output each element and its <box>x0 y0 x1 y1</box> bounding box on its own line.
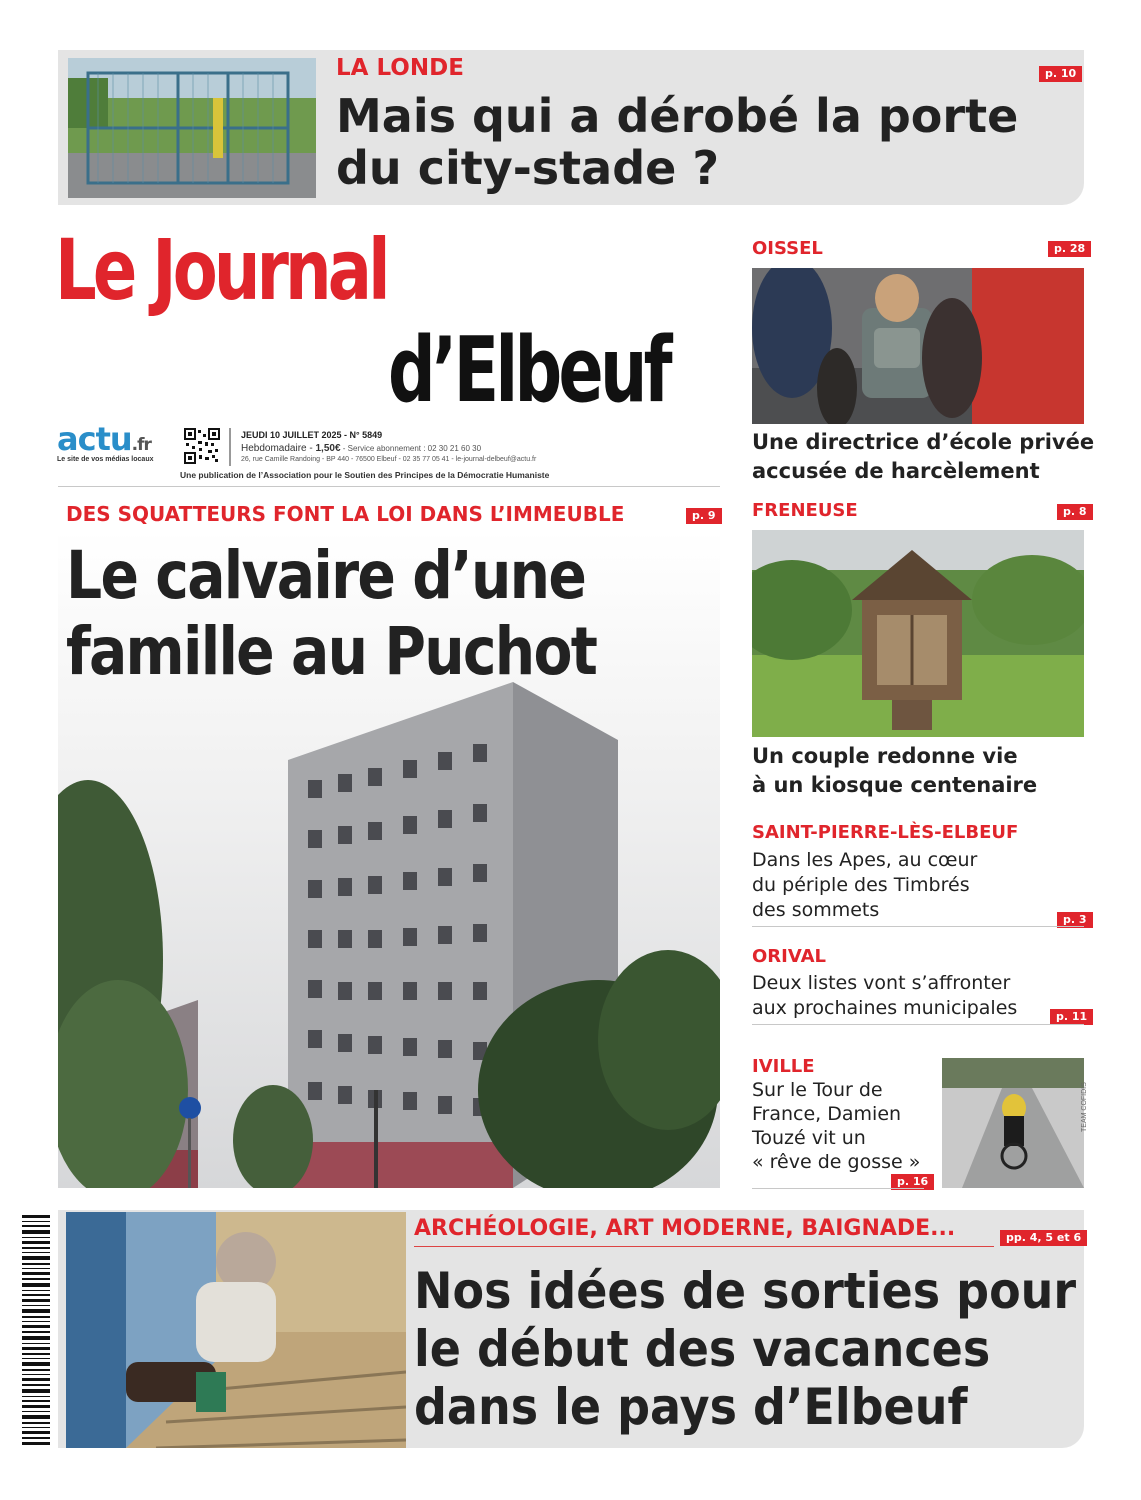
iville-kicker: IVILLE <box>752 1056 815 1077</box>
oissel-page-badge[interactable]: p. 28 <box>1048 241 1091 257</box>
saint-pierre-line2: du périple des Timbrés <box>752 874 970 896</box>
top-story-headline[interactable] <box>336 90 1018 194</box>
actu-logo[interactable] <box>57 420 151 458</box>
city-stade-photo <box>68 58 316 198</box>
saint-pierre-kicker: SAINT-PIERRE-LÈS-ELBEUF <box>752 822 1019 843</box>
sidebar-rule-1 <box>752 926 1084 927</box>
freneuse-headline-line2: à un kiosque centenaire <box>752 773 1038 797</box>
top-story-headline-line1: Mais qui a dérobé la porte <box>336 89 1019 143</box>
bottom-story-headline-line2: le début des vacances <box>414 1320 991 1378</box>
oissel-kicker: OISSEL <box>752 238 823 259</box>
iville-page-badge[interactable]: p. 16 <box>891 1174 934 1190</box>
oissel-headline-line1: Une directrice d’école privée <box>752 430 1095 454</box>
journal-logo-line2: d’Elbeuf <box>388 318 669 423</box>
bottom-story-headline-line1: Nos idées de sorties pour <box>414 1262 1077 1320</box>
freneuse-headline[interactable] <box>752 742 1037 800</box>
freneuse-kicker: FRENEUSE <box>752 500 858 521</box>
iville-line2: France, Damien <box>752 1103 902 1125</box>
actu-logo-suffix: .fr <box>131 435 151 455</box>
orival-kicker: ORIVAL <box>752 946 826 967</box>
orival-line2: aux prochaines municipales <box>752 997 1018 1019</box>
iville-text[interactable] <box>752 1078 920 1174</box>
address-line: 26, rue Camille Randoing - BP 440 - 76500 Elbeuf - 02 35 77 05 41 - le-journal-delbeuf@actu.fr <box>241 456 537 463</box>
freneuse-headline-line1: Un couple redonne vie <box>752 744 1018 768</box>
main-story-headline-line1: Le calvaire d’une <box>66 537 586 614</box>
oissel-photo[interactable] <box>752 268 1084 424</box>
actu-logo-main: actu <box>57 420 132 458</box>
iville-line3: Touzé vit un <box>752 1127 866 1149</box>
saint-pierre-page-badge[interactable]: p. 3 <box>1057 912 1093 928</box>
barcode-icon <box>22 1215 50 1445</box>
photo-credit: TEAM COFIDIS <box>1081 1082 1088 1132</box>
sidebar-rule-3 <box>752 1188 924 1189</box>
bottom-story-headline[interactable] <box>414 1262 1076 1436</box>
bottom-story-page-badge[interactable]: pp. 4, 5 et 6 <box>1000 1230 1087 1246</box>
masthead-divider <box>229 428 231 466</box>
subscription-text: - Service abonnement : 02 30 21 60 30 <box>340 444 482 453</box>
oissel-headline[interactable] <box>752 428 1094 486</box>
qr-code-icon[interactable] <box>184 428 220 464</box>
frequency-text: Hebdomadaire - <box>241 443 316 454</box>
masthead-rule <box>58 486 720 487</box>
top-story-page-badge[interactable]: p. 10 <box>1039 66 1082 82</box>
main-story-headline-line2: famille au Puchot <box>66 613 597 690</box>
bottom-story-headline-line3: dans le pays d’Elbeuf <box>414 1378 968 1436</box>
orival-line1: Deux listes vont s’affronter <box>752 972 1011 994</box>
freneuse-page-badge[interactable]: p. 8 <box>1057 504 1093 520</box>
main-story-page-badge[interactable]: p. 9 <box>686 508 722 524</box>
price-line <box>241 443 481 454</box>
oissel-headline-line2: accusée de harcèlement <box>752 459 1040 483</box>
publisher-line: Une publication de l’Association pour le Soutien des Principes de la Démocratie Humaniste <box>180 470 550 480</box>
bottom-story-kicker: ARCHÉOLOGIE, ART MODERNE, BAIGNADE... <box>414 1216 956 1241</box>
iville-line4: « rêve de gosse » <box>752 1151 921 1173</box>
bottom-kicker-rule <box>414 1246 994 1247</box>
saint-pierre-line3: des sommets <box>752 899 880 921</box>
iville-line1: Sur le Tour de <box>752 1079 883 1101</box>
price-value: 1,50€ <box>315 443 341 454</box>
top-story-headline-line2: du city-stade ? <box>336 141 720 195</box>
main-story-headline[interactable] <box>66 538 596 690</box>
main-story-kicker: DES SQUATTEURS FONT LA LOI DANS L’IMMEUBLE <box>66 502 625 526</box>
saint-pierre-text[interactable] <box>752 848 977 923</box>
sidebar-rule-2 <box>752 1024 1084 1025</box>
cyclist-photo[interactable] <box>942 1058 1084 1188</box>
orival-page-badge[interactable]: p. 11 <box>1050 1009 1093 1025</box>
actu-tagline: Le site de vos médias locaux <box>57 456 154 463</box>
orival-text[interactable] <box>752 971 1017 1021</box>
journal-logo-line1: Le Journal <box>55 221 387 319</box>
saint-pierre-line1: Dans les Apes, au cœur <box>752 849 978 871</box>
top-story-kicker: LA LONDE <box>336 55 464 81</box>
freneuse-kiosk-photo[interactable] <box>752 530 1084 737</box>
issue-date: JEUDI 10 JUILLET 2025 - N° 5849 <box>241 430 383 440</box>
outings-photo[interactable] <box>66 1212 406 1448</box>
